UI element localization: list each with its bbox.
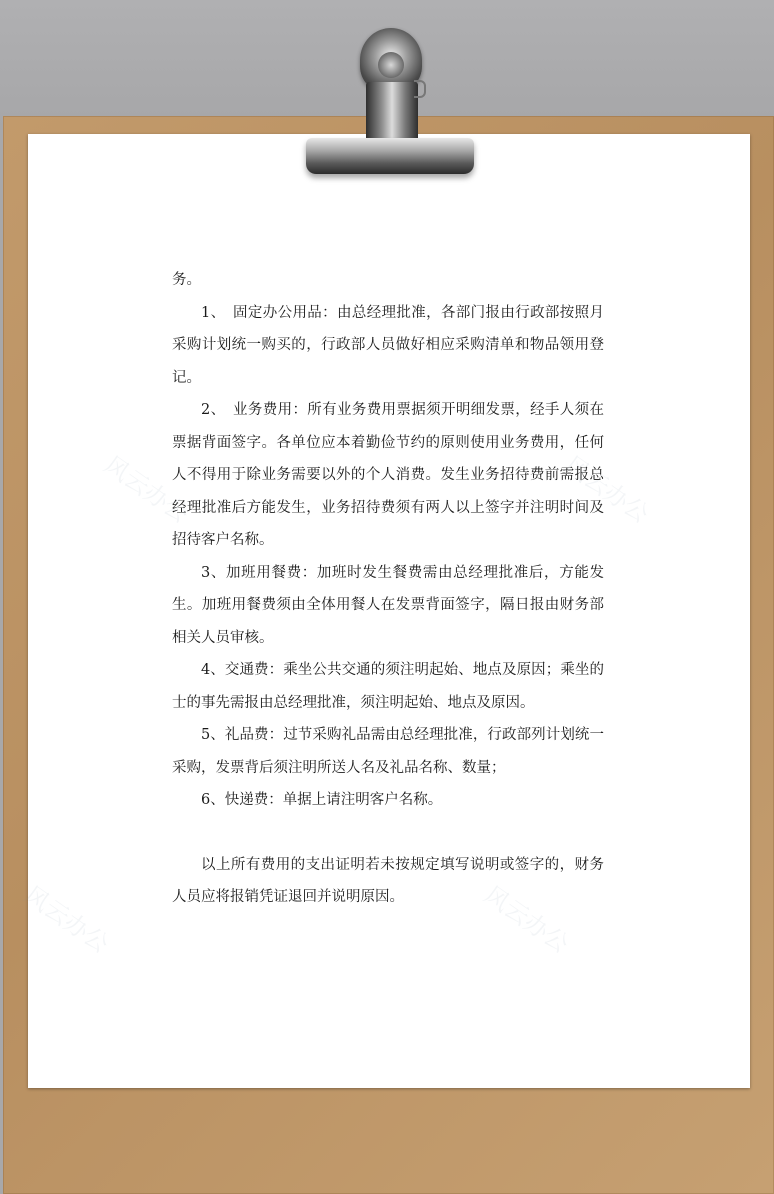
paragraph-6: 6、快递费：单据上请注明客户名称。 [201, 792, 443, 808]
paragraph-5: 5、礼品费：过节采购礼品需由总经理批准，行政部列计划统一采购，发票背后须注明所送人名及礼品名称、数量； [172, 727, 604, 776]
paragraph-1: 1、 固定办公用品：由总经理批准，各部门报由行政部按照月采购计划统一购买的，行政部人员做好相应采购清单和物品领用登记。 [172, 304, 604, 386]
closing-paragraph: 以上所有费用的支出证明若未按规定填写说明或签字的，财务人员应将报销凭证退回并说明原因。 [172, 856, 604, 905]
paragraph-spacer [172, 817, 604, 849]
clip-hole [378, 52, 404, 78]
paragraph-4: 4、交通费：乘坐公共交通的须注明起始、地点及原因；乘坐的士的事先需报由总经理批准，须注明起始、地点及原因。 [172, 662, 604, 711]
paragraph-0: 务。 [172, 272, 201, 288]
clip-base [306, 138, 474, 174]
paragraph-3: 3、加班用餐费：加班时发生餐费需由总经理批准后，方能发生。加班用餐费须由全体用餐人在发票背面签字，隔日报由财务部相关人员审核。 [172, 564, 604, 646]
paragraph-2: 2、 业务费用：所有业务费用票据须开明细发票，经手人须在票据背面签字。各单位应本着勤俭节约的原则使用业务费用，任何人不得用于除业务需要以外的个人消费。发生业务招待费前需报总经理批准后方能发生，业务招待费须有两人以上签字并注明时间及招待客户名称。 [172, 402, 604, 548]
clip-wire [414, 80, 426, 98]
document-body [172, 264, 604, 914]
clip-neck [366, 82, 418, 144]
